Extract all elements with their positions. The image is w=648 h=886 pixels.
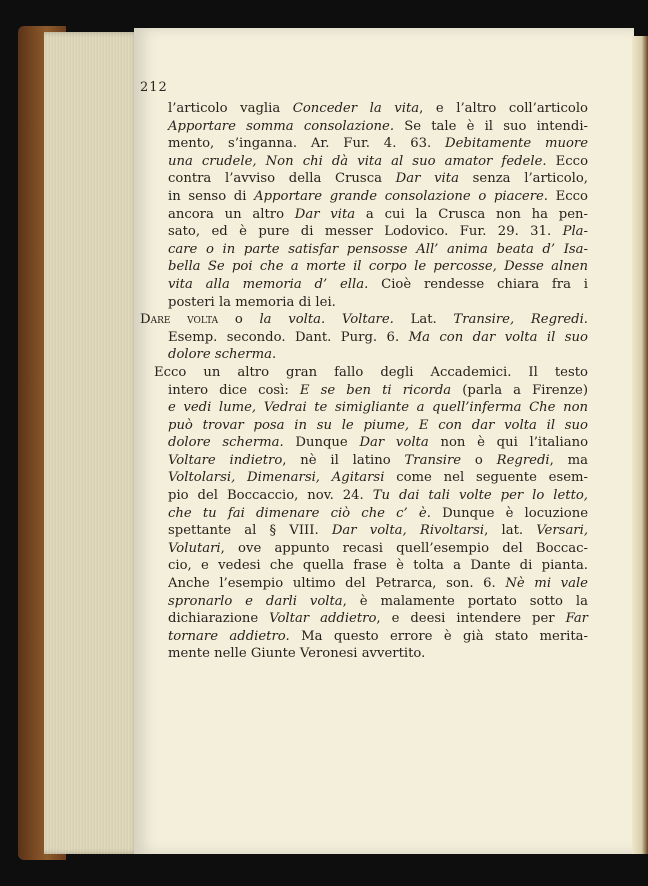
italic-text: una crudele, Non chi dà vita al suo amator fedele.: [168, 153, 547, 169]
text-run: , nè il latino: [282, 452, 405, 468]
italic-text: Far: [565, 611, 588, 627]
italic-text: Debitamente muore: [445, 136, 589, 152]
text-run: non è qui l’italiano: [428, 435, 589, 451]
italic-text: Voltare indietro: [168, 452, 283, 468]
text-line: [140, 487, 588, 505]
text-run: Ecco: [548, 188, 588, 204]
italic-text: Apportare grande consolazione o piacere.: [254, 188, 548, 204]
text-line: [140, 135, 588, 153]
text-line: [140, 593, 588, 611]
text-line: [140, 575, 588, 593]
text-line: [140, 118, 588, 136]
text-line: [140, 241, 588, 259]
italic-text: Tu dai tali volte per lo letto,: [372, 488, 589, 504]
text-line: [140, 258, 588, 276]
text-run: spettante al § VIII.: [168, 523, 332, 539]
italic-text: spronarlo e darli volta: [168, 593, 343, 609]
text-run: , lat.: [484, 523, 537, 539]
text-run: dichiarazione: [168, 611, 270, 627]
text-run: Cioè rendesse chiara fra i: [368, 276, 589, 292]
italic-text: Dar volta, Rivoltarsi: [331, 523, 485, 539]
text-line: [140, 346, 588, 364]
text-run: pio del Boccaccio, nov. 24.: [168, 488, 373, 504]
text-run: mento, s’inganna. Ar. Fur. 4. 63.: [168, 136, 446, 152]
text-run: , è malamente portato sotto la: [342, 593, 588, 609]
italic-text: può trovar posa in su le piume, E con dar volta il suo: [168, 417, 588, 433]
italic-text: Conceder la vita: [292, 101, 420, 116]
italic-text: Dar vita: [395, 171, 459, 187]
text-line: [140, 329, 588, 347]
page-stack-edges: [44, 32, 140, 854]
italic-text: Apportare somma consolazione.: [168, 118, 395, 134]
italic-text: Transire: [404, 452, 462, 468]
text-run: ancora un altro: [168, 206, 295, 222]
text-run: in senso di: [168, 188, 255, 204]
text-line: [140, 628, 588, 646]
text-run: mente nelle Giunte Veronesi avvertito.: [168, 646, 426, 662]
italic-text: dolore scherma.: [168, 435, 284, 451]
italic-text: Regredi: [496, 452, 550, 468]
text-line: [140, 434, 588, 452]
text-run: o: [218, 312, 260, 328]
text-line: [140, 294, 588, 312]
text-run: Ecco un altro gran fallo degli Accademici. Il testo: [154, 364, 588, 380]
text-line: [140, 188, 588, 206]
italic-text: dolore scherma.: [168, 347, 277, 363]
italic-text: Voltar addietro: [269, 611, 377, 627]
text-run: senza l’articolo,: [458, 171, 588, 187]
text-line: [140, 522, 588, 540]
text-line: [140, 153, 588, 171]
text-line: [140, 610, 588, 628]
text-run: posteri la memoria di lei.: [168, 294, 336, 310]
italic-text: Pla-: [562, 224, 588, 240]
italic-text: care o in parte satisfar pensosse All’ anima beata d’ Isa-: [168, 241, 588, 257]
text-run: , ma: [549, 452, 588, 468]
text-line: [140, 100, 588, 118]
text-line: [140, 206, 588, 224]
text-line: [140, 170, 588, 188]
text-run: Dunque è locuzione: [430, 505, 588, 521]
text-run: Esemp. secondo. Dant. Purg. 6.: [168, 329, 409, 345]
text-run: Dare volta: [140, 312, 219, 328]
text-line: [140, 505, 588, 523]
italic-text: bella Se poi che a morte il corpo le percosse, Desse alnen: [168, 259, 588, 275]
italic-text: Versari,: [536, 523, 589, 539]
text-line: [140, 452, 588, 470]
text-line: [140, 417, 588, 435]
italic-text: Transire, Regredi.: [453, 312, 588, 328]
italic-text: Dar volta: [359, 435, 429, 451]
text-line: [140, 276, 588, 294]
italic-text: vita alla memoria d’ ella.: [168, 276, 369, 292]
text-run: o: [461, 452, 497, 468]
italic-text: E se ben ti ricorda: [299, 382, 452, 398]
text-line: [140, 540, 588, 558]
text-run: Ma questo errore è già stato merita-: [289, 628, 588, 644]
text-line: [140, 399, 588, 417]
italic-text: Volutari: [168, 540, 221, 556]
italic-text: la volta. Voltare.: [259, 312, 394, 328]
text-run: Dunque: [283, 435, 360, 451]
text-line: [140, 364, 588, 382]
text-run: Ecco: [546, 153, 589, 169]
text-run: Lat.: [393, 312, 454, 328]
page-text: [140, 100, 588, 663]
text-line: [140, 382, 588, 400]
text-run: Anche l’esempio ultimo del Petrarca, son. 6.: [168, 576, 506, 592]
italic-text: e vedi lume, Vedrai te simigliante a quell’inferma Che non: [168, 400, 588, 416]
text-line: [140, 223, 588, 241]
italic-text: Nè mi vale: [505, 576, 588, 592]
italic-text: tornare addietro.: [168, 628, 290, 644]
italic-text: che tu fai dimenare ciò che c’ è.: [168, 505, 431, 521]
text-line: [140, 557, 588, 575]
text-line: [140, 469, 588, 487]
text-run: sato, ed è pure di messer Lodovico. Fur. 29. 31.: [168, 224, 563, 240]
text-run: l’articolo vaglia: [168, 101, 293, 116]
italic-text: Ma con dar volta il suo: [408, 329, 588, 345]
text-line: [140, 311, 588, 329]
text-run: , ove appunto recasi quell’esempio del Boccac-: [220, 540, 588, 556]
italic-text: Dar vita: [294, 206, 356, 222]
text-line: [140, 645, 588, 663]
text-run: , e deesi intendere per: [376, 611, 566, 627]
text-run: , e l’altro coll’articolo: [419, 101, 588, 116]
text-run: Se tale è il suo intendi-: [394, 118, 588, 134]
italic-text: Voltolarsi, Dimenarsi, Agitarsi: [168, 470, 385, 486]
text-run: a cui la Crusca non ha pen-: [355, 206, 589, 222]
facing-page-edge: [632, 36, 648, 854]
text-run: (parla a Firenze): [451, 382, 588, 398]
text-run: come nel seguente esem-: [384, 470, 588, 486]
text-run: contra l’avviso della Crusca: [168, 171, 396, 187]
text-run: intero dice così:: [168, 382, 300, 398]
text-run: cio, e vedesi che quella frase è tolta a Dante di pianta.: [168, 558, 588, 574]
page-number: 212: [140, 80, 168, 95]
